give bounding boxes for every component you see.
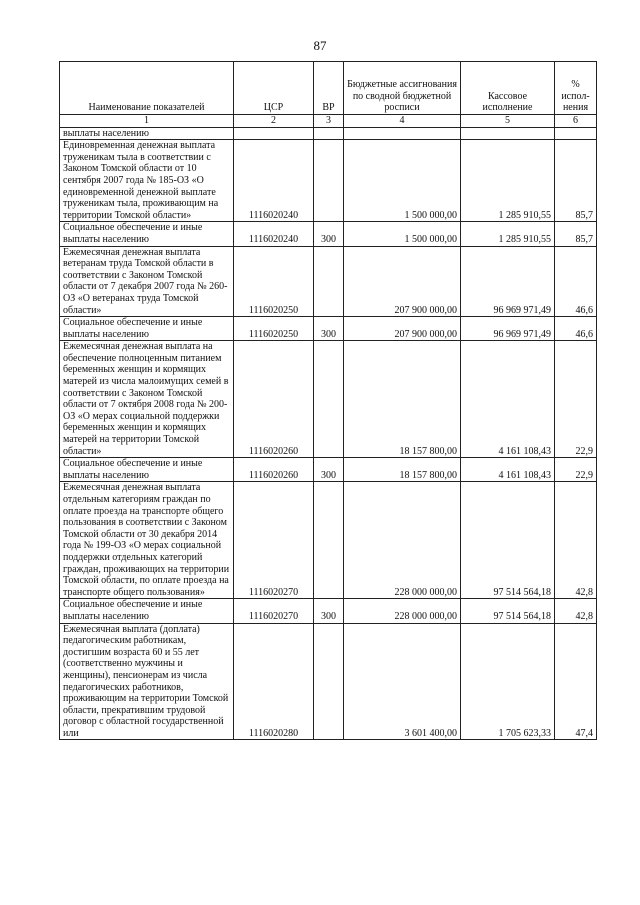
row-csr: 1116020260 (234, 341, 314, 458)
row-cash: 4 161 108,43 (461, 458, 555, 482)
row-budget (344, 127, 461, 140)
row-name: Ежемесячная денежная выплата ветеранам труда Томской области в соответствии с Законом Томской области от 7 декабря 2007 года № 260-ОЗ «О ветеранах труда Томской области» (60, 246, 234, 317)
table-row (60, 222, 597, 246)
row-name: Ежемесячная денежная выплата на обеспечение полноценным питанием беременных женщин и кормящих матерей из числа малоимущих семей в соответствии с Законом Томской области от 7 октября 2008 года № 200-ОЗ «О мерах социальной поддержки беременных женщин и кормящих матерей на территории Томской области» (60, 341, 234, 458)
column-number: 3 (314, 115, 344, 128)
row-pct: 42,8 (555, 599, 597, 623)
row-pct: 22,9 (555, 341, 597, 458)
row-csr: 1116020250 (234, 246, 314, 317)
row-csr: 1116020270 (234, 482, 314, 599)
header-csr: ЦСР (234, 62, 314, 115)
row-budget: 228 000 000,00 (344, 599, 461, 623)
row-pct: 42,8 (555, 482, 597, 599)
table-row (60, 140, 597, 222)
header-pct: % испол-нения (555, 62, 597, 115)
table-row (60, 246, 597, 317)
row-budget: 1 500 000,00 (344, 140, 461, 222)
row-cash: 1 705 623,33 (461, 623, 555, 740)
row-pct: 85,7 (555, 140, 597, 222)
row-pct: 46,6 (555, 317, 597, 341)
row-budget: 18 157 800,00 (344, 341, 461, 458)
row-vr: 300 (314, 317, 344, 341)
row-name: Ежемесячная выплата (доплата) педагогическим работникам, достигшим возраста 60 и 55 лет (соответственно мужчины и женщины), пенсионерам из числа педагогических работников, проживающим на территории Томской области, прекратившим трудовой договор с областной государственной или (60, 623, 234, 740)
table-row (60, 127, 597, 140)
row-name: Социальное обеспечение и иные выплаты населению (60, 458, 234, 482)
row-budget: 3 601 400,00 (344, 623, 461, 740)
row-csr: 1116020250 (234, 317, 314, 341)
header-name: Наименование показателей (60, 62, 234, 115)
column-number: 2 (234, 115, 314, 128)
row-budget: 207 900 000,00 (344, 317, 461, 341)
row-vr: 300 (314, 222, 344, 246)
row-cash: 96 969 971,49 (461, 317, 555, 341)
column-number: 5 (461, 115, 555, 128)
row-vr: 300 (314, 458, 344, 482)
row-vr (314, 482, 344, 599)
row-budget: 207 900 000,00 (344, 246, 461, 317)
row-name: Социальное обеспечение и иные выплаты населению (60, 599, 234, 623)
row-csr: 1116020280 (234, 623, 314, 740)
row-vr: 300 (314, 599, 344, 623)
row-cash: 1 285 910,55 (461, 140, 555, 222)
row-cash: 97 514 564,18 (461, 599, 555, 623)
table-row (60, 482, 597, 599)
row-name: Ежемесячная денежная выплата отдельным категориям граждан по оплате проезда на транспорте общего пользования в соответствии с Законом Томской области от 30 декабря 2014 года № 199-ОЗ «О мерах социальной поддержки отдельных категорий граждан, проживающих на территории Томской области, по оплате проезда на транспорте общего пользования» (60, 482, 234, 599)
row-csr (234, 127, 314, 140)
table-row (60, 623, 597, 740)
column-number: 1 (60, 115, 234, 128)
row-csr: 1116020240 (234, 222, 314, 246)
row-cash: 4 161 108,43 (461, 341, 555, 458)
row-vr (314, 246, 344, 317)
row-name: Единовременная денежная выплата труженикам тыла в соответствии с Законом Томской области от 10 сентября 2007 года № 185-ОЗ «О единовременной денежной выплате труженикам тыла, проживающим на территории Томской области» (60, 140, 234, 222)
column-number: 4 (344, 115, 461, 128)
row-vr (314, 140, 344, 222)
row-cash: 1 285 910,55 (461, 222, 555, 246)
row-pct: 46,6 (555, 246, 597, 317)
column-number-row (60, 115, 597, 128)
page-number: 87 (313, 38, 327, 53)
table-row (60, 458, 597, 482)
row-budget: 1 500 000,00 (344, 222, 461, 246)
row-pct: 22,9 (555, 458, 597, 482)
row-pct: 47,4 (555, 623, 597, 740)
row-vr (314, 127, 344, 140)
table-row (60, 341, 597, 458)
table-row (60, 599, 597, 623)
row-vr (314, 623, 344, 740)
column-number: 6 (555, 115, 597, 128)
row-csr: 1116020260 (234, 458, 314, 482)
row-name: Социальное обеспечение и иные выплаты населению (60, 222, 234, 246)
header-cash: Кассовое исполнение (461, 62, 555, 115)
row-budget: 18 157 800,00 (344, 458, 461, 482)
row-name: Социальное обеспечение и иные выплаты населению (60, 317, 234, 341)
table-row (60, 317, 597, 341)
row-cash (461, 127, 555, 140)
row-name: выплаты населению (60, 127, 234, 140)
row-pct: 85,7 (555, 222, 597, 246)
row-cash: 96 969 971,49 (461, 246, 555, 317)
row-cash: 97 514 564,18 (461, 482, 555, 599)
header-budget: Бюджетные ассигнования по сводной бюджетной росписи (344, 62, 461, 115)
row-csr: 1116020270 (234, 599, 314, 623)
row-budget: 228 000 000,00 (344, 482, 461, 599)
row-vr (314, 341, 344, 458)
header-row (60, 62, 597, 115)
row-csr: 1116020240 (234, 140, 314, 222)
budget-execution-table (59, 61, 597, 740)
header-vr: ВР (314, 62, 344, 115)
row-pct (555, 127, 597, 140)
